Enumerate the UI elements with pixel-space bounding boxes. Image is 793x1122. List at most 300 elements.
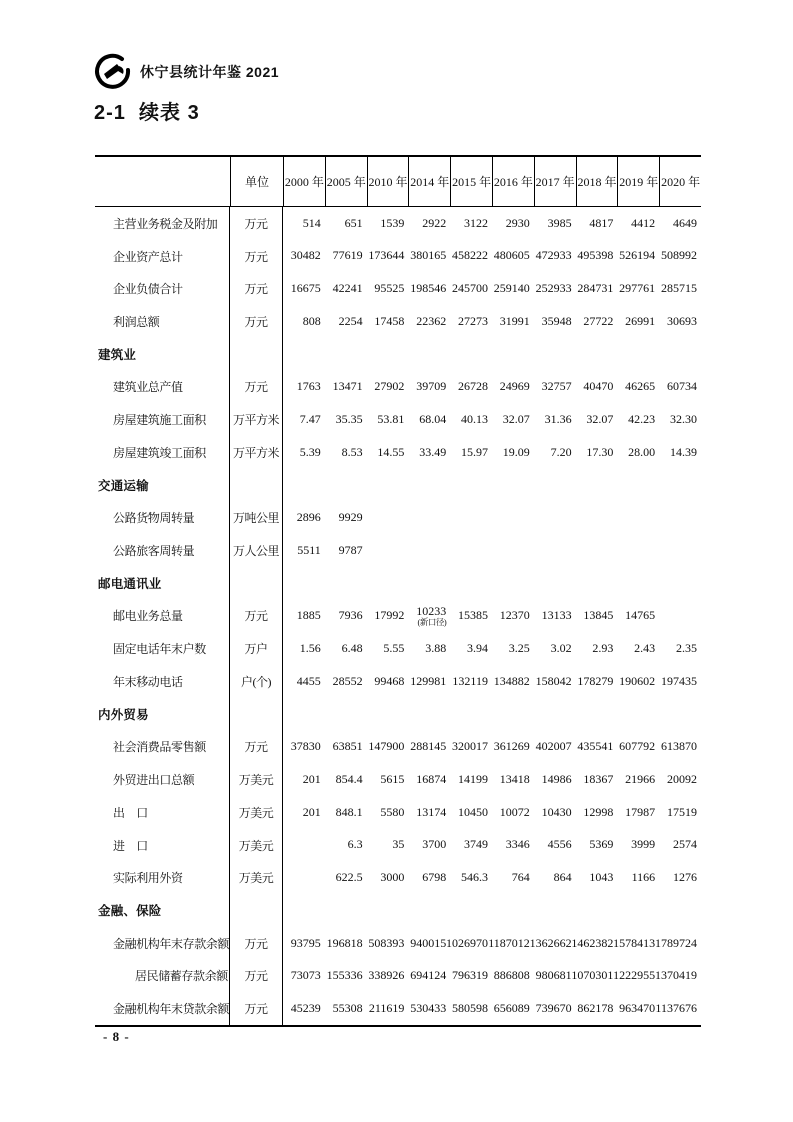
row-label: 房屋建筑施工面积 bbox=[95, 403, 230, 436]
value-cell bbox=[659, 240, 701, 273]
value-text: 495398 bbox=[577, 248, 614, 263]
statistics-table bbox=[95, 155, 701, 1027]
value-cell bbox=[450, 731, 492, 764]
value-text: 27722 bbox=[583, 313, 614, 328]
value-text: 13133 bbox=[541, 608, 572, 623]
value-cell bbox=[450, 960, 492, 993]
value-cell bbox=[492, 240, 534, 273]
unit-cell: 户(个) bbox=[230, 665, 283, 698]
value-cell bbox=[576, 501, 618, 534]
value-text: 4412 bbox=[631, 215, 656, 230]
value-cell bbox=[492, 501, 534, 534]
value-cell bbox=[534, 567, 576, 600]
value-text: 3.88 bbox=[425, 641, 447, 656]
unit-cell bbox=[230, 698, 283, 731]
value-cell bbox=[408, 763, 450, 796]
value-cell bbox=[492, 600, 534, 633]
value-text: 607792 bbox=[619, 739, 656, 754]
value-text: 854.4 bbox=[335, 771, 363, 786]
value-cell bbox=[617, 371, 659, 404]
value-text: 173644 bbox=[368, 248, 405, 263]
value-cell bbox=[617, 665, 659, 698]
value-text: 458222 bbox=[451, 248, 488, 263]
value-text: 93795 bbox=[290, 935, 321, 950]
value-text: 46265 bbox=[625, 379, 656, 394]
value-text: 35 bbox=[392, 837, 405, 852]
value-text: 14765 bbox=[625, 608, 656, 623]
value-text: 10450 bbox=[457, 804, 488, 819]
value-cell bbox=[325, 796, 367, 829]
value-text: 848.1 bbox=[335, 804, 363, 819]
value-cell bbox=[408, 371, 450, 404]
value-cell bbox=[325, 698, 367, 731]
value-text: 886808 bbox=[493, 968, 530, 983]
value-cell bbox=[367, 403, 409, 436]
value-text: 288145 bbox=[410, 739, 447, 754]
value-text: 1026970 bbox=[445, 935, 488, 950]
value-text: 211619 bbox=[368, 1001, 405, 1016]
unit-cell: 万元 bbox=[230, 600, 283, 633]
value-cell bbox=[659, 501, 701, 534]
value-cell bbox=[576, 272, 618, 305]
value-cell bbox=[534, 796, 576, 829]
value-cell bbox=[576, 469, 618, 502]
value-cell bbox=[367, 665, 409, 698]
data-row bbox=[95, 665, 701, 698]
value-cell bbox=[488, 927, 534, 960]
value-text: 1885 bbox=[296, 608, 321, 623]
value-cell bbox=[492, 992, 534, 1025]
value-cell bbox=[613, 960, 659, 993]
value-cell bbox=[367, 534, 409, 567]
value-cell bbox=[325, 305, 367, 338]
value-text: 27902 bbox=[374, 379, 405, 394]
value-text: 14.39 bbox=[669, 444, 697, 459]
value-text: 99468 bbox=[374, 673, 405, 688]
value-text: 2922 bbox=[422, 215, 447, 230]
value-text: 201 bbox=[302, 771, 321, 786]
value-text: 7.47 bbox=[299, 412, 321, 427]
value-cell bbox=[408, 567, 450, 600]
value-cell bbox=[617, 469, 659, 502]
value-text: 42241 bbox=[332, 281, 363, 296]
value-text: 435541 bbox=[577, 739, 614, 754]
value-text: 297761 bbox=[619, 281, 656, 296]
value-cell bbox=[325, 600, 367, 633]
value-text: 10233 bbox=[416, 604, 447, 619]
value-cell bbox=[617, 207, 659, 240]
data-row bbox=[95, 796, 701, 829]
value-text: 1370419 bbox=[654, 968, 697, 983]
unit-cell bbox=[230, 338, 283, 371]
value-cell bbox=[576, 240, 618, 273]
value-cell bbox=[492, 829, 534, 862]
value-text: 402007 bbox=[535, 739, 572, 754]
value-cell bbox=[367, 338, 409, 371]
value-text: 3000 bbox=[380, 870, 405, 885]
value-cell bbox=[283, 567, 325, 600]
value-cell bbox=[576, 992, 618, 1025]
value-text: 32.07 bbox=[502, 412, 530, 427]
value-cell bbox=[450, 861, 492, 894]
value-text: 1222955 bbox=[613, 968, 656, 983]
value-text: 77619 bbox=[332, 248, 363, 263]
value-cell bbox=[450, 600, 492, 633]
value-cell bbox=[659, 534, 701, 567]
value-cell bbox=[534, 894, 576, 927]
value-cell bbox=[367, 501, 409, 534]
value-cell bbox=[408, 207, 450, 240]
value-cell bbox=[408, 796, 450, 829]
value-cell bbox=[450, 436, 492, 469]
value-text: 3700 bbox=[422, 837, 447, 852]
data-row bbox=[95, 829, 701, 862]
value-text: 656089 bbox=[493, 1001, 530, 1016]
value-text: 5511 bbox=[297, 542, 321, 557]
value-cell bbox=[571, 960, 618, 993]
value-cell bbox=[576, 436, 618, 469]
unit-cell: 万元 bbox=[230, 272, 283, 305]
value-text: 24969 bbox=[499, 379, 530, 394]
value-text: 514 bbox=[302, 215, 321, 230]
value-cell bbox=[445, 927, 492, 960]
unit-cell: 万吨公里 bbox=[230, 501, 283, 534]
value-text: 16874 bbox=[416, 771, 447, 786]
value-cell bbox=[408, 469, 450, 502]
value-cell bbox=[367, 371, 409, 404]
value-cell bbox=[367, 927, 409, 960]
value-text: 12370 bbox=[499, 608, 530, 623]
data-row bbox=[95, 992, 701, 1025]
value-cell bbox=[492, 698, 534, 731]
value-text: 68.04 bbox=[419, 412, 447, 427]
unit-cell: 万户 bbox=[230, 632, 283, 665]
value-cell bbox=[659, 600, 701, 633]
value-cell bbox=[408, 960, 450, 993]
value-cell bbox=[534, 829, 576, 862]
value-cell bbox=[534, 305, 576, 338]
unit-cell: 万美元 bbox=[230, 829, 283, 862]
value-text: 16675 bbox=[290, 281, 321, 296]
value-cell bbox=[659, 371, 701, 404]
data-row bbox=[95, 501, 701, 534]
unit-cell bbox=[230, 894, 283, 927]
value-text: 63851 bbox=[332, 739, 363, 754]
value-text: 3.25 bbox=[508, 641, 530, 656]
section-label: 建筑业 bbox=[95, 338, 230, 371]
value-text: 27273 bbox=[457, 313, 488, 328]
value-cell bbox=[576, 796, 618, 829]
value-cell bbox=[325, 371, 367, 404]
value-cell bbox=[283, 796, 325, 829]
row-label: 金融机构年末贷款余额 bbox=[95, 992, 230, 1025]
value-cell bbox=[408, 927, 450, 960]
value-cell bbox=[492, 305, 534, 338]
value-cell bbox=[576, 829, 618, 862]
value-text: 2.43 bbox=[634, 641, 656, 656]
value-cell bbox=[613, 927, 659, 960]
value-cell bbox=[325, 960, 367, 993]
year-header-cell: 2005 年 bbox=[325, 157, 367, 206]
section-label: 金融、保险 bbox=[95, 894, 230, 927]
value-cell bbox=[617, 600, 659, 633]
value-text: 1187012 bbox=[488, 935, 530, 950]
value-cell bbox=[534, 371, 576, 404]
value-text: 18367 bbox=[583, 771, 614, 786]
data-row bbox=[95, 861, 701, 894]
value-cell bbox=[408, 534, 450, 567]
value-text: 28.00 bbox=[628, 444, 656, 459]
value-text: 546.3 bbox=[460, 870, 488, 885]
value-cell bbox=[450, 829, 492, 862]
value-cell bbox=[450, 240, 492, 273]
value-cell bbox=[450, 632, 492, 665]
value-cell bbox=[325, 763, 367, 796]
value-cell bbox=[617, 338, 659, 371]
value-cell bbox=[576, 665, 618, 698]
section-label: 交通运输 bbox=[95, 469, 230, 502]
value-cell bbox=[534, 960, 576, 993]
corner-cell bbox=[95, 157, 230, 206]
value-cell bbox=[367, 207, 409, 240]
value-cell bbox=[450, 665, 492, 698]
data-row bbox=[95, 534, 701, 567]
value-cell bbox=[325, 567, 367, 600]
value-text: 39709 bbox=[416, 379, 447, 394]
value-text: 198546 bbox=[410, 281, 447, 296]
value-cell bbox=[283, 436, 325, 469]
value-text: 132119 bbox=[452, 673, 488, 688]
value-cell bbox=[367, 861, 409, 894]
value-text: 1043 bbox=[589, 870, 614, 885]
value-cell bbox=[450, 534, 492, 567]
value-text: 245700 bbox=[451, 281, 488, 296]
value-cell bbox=[283, 960, 325, 993]
value-text: 5615 bbox=[380, 771, 405, 786]
value-text: 284731 bbox=[577, 281, 614, 296]
unit-cell: 万元 bbox=[230, 207, 283, 240]
value-text: 60734 bbox=[666, 379, 697, 394]
value-text: 2896 bbox=[296, 510, 321, 525]
value-cell bbox=[617, 272, 659, 305]
value-cell bbox=[492, 894, 534, 927]
value-cell bbox=[534, 469, 576, 502]
unit-cell: 万元 bbox=[230, 731, 283, 764]
row-label: 邮电业务总量 bbox=[95, 600, 230, 633]
value-cell bbox=[492, 665, 534, 698]
value-cell bbox=[659, 796, 701, 829]
value-text: 17458 bbox=[374, 313, 405, 328]
value-cell bbox=[283, 338, 325, 371]
value-cell bbox=[617, 731, 659, 764]
value-cell bbox=[659, 305, 701, 338]
value-cell bbox=[283, 894, 325, 927]
value-text: 6.48 bbox=[341, 641, 363, 656]
value-cell bbox=[325, 829, 367, 862]
value-cell bbox=[283, 403, 325, 436]
value-cell bbox=[659, 698, 701, 731]
value-cell bbox=[492, 763, 534, 796]
value-cell bbox=[283, 829, 325, 862]
value-cell bbox=[367, 567, 409, 600]
unit-cell: 万元 bbox=[230, 960, 283, 993]
value-cell bbox=[492, 338, 534, 371]
value-text: 5580 bbox=[380, 804, 405, 819]
value-cell bbox=[367, 992, 409, 1025]
row-label: 公路旅客周转量 bbox=[95, 534, 230, 567]
value-cell bbox=[283, 665, 325, 698]
value-text: 129981 bbox=[410, 673, 447, 688]
value-cell bbox=[408, 501, 450, 534]
value-cell bbox=[408, 861, 450, 894]
unit-cell: 万美元 bbox=[230, 796, 283, 829]
value-cell bbox=[367, 698, 409, 731]
row-label: 实际利用外资 bbox=[95, 861, 230, 894]
value-cell bbox=[534, 698, 576, 731]
value-text: 30482 bbox=[290, 248, 321, 263]
value-cell bbox=[617, 534, 659, 567]
value-text: 12998 bbox=[583, 804, 614, 819]
value-text: 32757 bbox=[541, 379, 572, 394]
value-text: 40470 bbox=[583, 379, 614, 394]
value-text: 3.94 bbox=[466, 641, 488, 656]
value-text: 472933 bbox=[535, 248, 572, 263]
value-cell bbox=[492, 436, 534, 469]
value-cell bbox=[659, 436, 701, 469]
value-cell bbox=[492, 567, 534, 600]
value-cell bbox=[450, 403, 492, 436]
value-cell bbox=[283, 534, 325, 567]
value-cell bbox=[367, 632, 409, 665]
unit-cell: 万元 bbox=[230, 927, 283, 960]
value-text: 6.3 bbox=[347, 837, 363, 852]
value-text: 963470 bbox=[619, 1001, 656, 1016]
value-cell bbox=[367, 272, 409, 305]
value-cell bbox=[367, 305, 409, 338]
value-cell bbox=[367, 796, 409, 829]
value-cell bbox=[450, 992, 492, 1025]
value-text: 178279 bbox=[577, 673, 614, 688]
value-text: 1789724 bbox=[654, 935, 697, 950]
value-cell bbox=[534, 763, 576, 796]
value-text: 196818 bbox=[326, 935, 363, 950]
value-text: 3985 bbox=[547, 215, 572, 230]
value-cell bbox=[617, 861, 659, 894]
unit-cell: 万元 bbox=[230, 305, 283, 338]
value-note: (新口径) bbox=[417, 617, 447, 628]
value-text: 2254 bbox=[338, 313, 363, 328]
value-cell bbox=[492, 207, 534, 240]
value-cell bbox=[576, 894, 618, 927]
value-cell bbox=[367, 731, 409, 764]
unit-cell bbox=[230, 469, 283, 502]
section-row bbox=[95, 567, 701, 600]
value-text: 14.55 bbox=[377, 444, 405, 459]
value-text: 21966 bbox=[625, 771, 656, 786]
data-row bbox=[95, 207, 701, 240]
value-cell bbox=[408, 272, 450, 305]
value-cell bbox=[576, 305, 618, 338]
value-cell bbox=[367, 829, 409, 862]
value-text: 10072 bbox=[499, 804, 530, 819]
value-cell bbox=[492, 632, 534, 665]
row-label: 出 口 bbox=[95, 796, 230, 829]
value-cell bbox=[534, 501, 576, 534]
year-header-cell: 2014 年 bbox=[408, 157, 450, 206]
value-cell bbox=[492, 960, 534, 993]
value-text: 26991 bbox=[625, 313, 656, 328]
value-cell bbox=[492, 403, 534, 436]
value-text: 4817 bbox=[589, 215, 614, 230]
value-cell bbox=[576, 861, 618, 894]
data-row bbox=[95, 272, 701, 305]
value-text: 17992 bbox=[374, 608, 405, 623]
value-cell bbox=[571, 927, 618, 960]
year-header-cell: 2017 年 bbox=[534, 157, 576, 206]
value-text: 4455 bbox=[296, 673, 321, 688]
section-label: 邮电通讯业 bbox=[95, 567, 230, 600]
value-cell bbox=[617, 796, 659, 829]
value-text: 3.02 bbox=[550, 641, 572, 656]
row-label: 建筑业总产值 bbox=[95, 371, 230, 404]
value-cell bbox=[283, 207, 325, 240]
value-cell bbox=[367, 240, 409, 273]
value-cell bbox=[617, 240, 659, 273]
value-cell bbox=[283, 501, 325, 534]
row-label: 社会消费品零售额 bbox=[95, 731, 230, 764]
value-cell bbox=[450, 272, 492, 305]
value-cell bbox=[325, 338, 367, 371]
value-text: 158042 bbox=[535, 673, 572, 688]
value-text: 526194 bbox=[619, 248, 656, 263]
value-cell bbox=[325, 992, 367, 1025]
value-cell bbox=[450, 567, 492, 600]
value-cell bbox=[283, 632, 325, 665]
value-cell bbox=[576, 207, 618, 240]
unit-cell: 万元 bbox=[230, 371, 283, 404]
value-cell bbox=[576, 567, 618, 600]
value-cell bbox=[492, 469, 534, 502]
value-cell bbox=[534, 992, 576, 1025]
value-text: 95525 bbox=[374, 281, 405, 296]
row-label: 企业负债合计 bbox=[95, 272, 230, 305]
value-text: 259140 bbox=[493, 281, 530, 296]
value-text: 32.07 bbox=[586, 412, 614, 427]
data-row bbox=[95, 403, 701, 436]
value-cell bbox=[408, 338, 450, 371]
value-cell bbox=[617, 436, 659, 469]
value-text: 1763 bbox=[296, 379, 321, 394]
value-text: 17.30 bbox=[586, 444, 614, 459]
value-text: 1578413 bbox=[613, 935, 656, 950]
value-cell bbox=[659, 665, 701, 698]
year-header-cell: 2015 年 bbox=[450, 157, 492, 206]
value-cell bbox=[576, 698, 618, 731]
value-cell bbox=[492, 861, 534, 894]
value-text: 7936 bbox=[338, 608, 363, 623]
data-row bbox=[95, 960, 701, 993]
value-cell bbox=[534, 731, 576, 764]
value-text: 508992 bbox=[660, 248, 697, 263]
value-cell bbox=[408, 403, 450, 436]
row-label: 主营业务税金及附加 bbox=[95, 207, 230, 240]
value-text: 380165 bbox=[410, 248, 447, 263]
value-text: 252933 bbox=[535, 281, 572, 296]
value-text: 30693 bbox=[666, 313, 697, 328]
value-cell bbox=[325, 632, 367, 665]
value-text: 37830 bbox=[290, 739, 321, 754]
value-text: 197435 bbox=[660, 673, 697, 688]
